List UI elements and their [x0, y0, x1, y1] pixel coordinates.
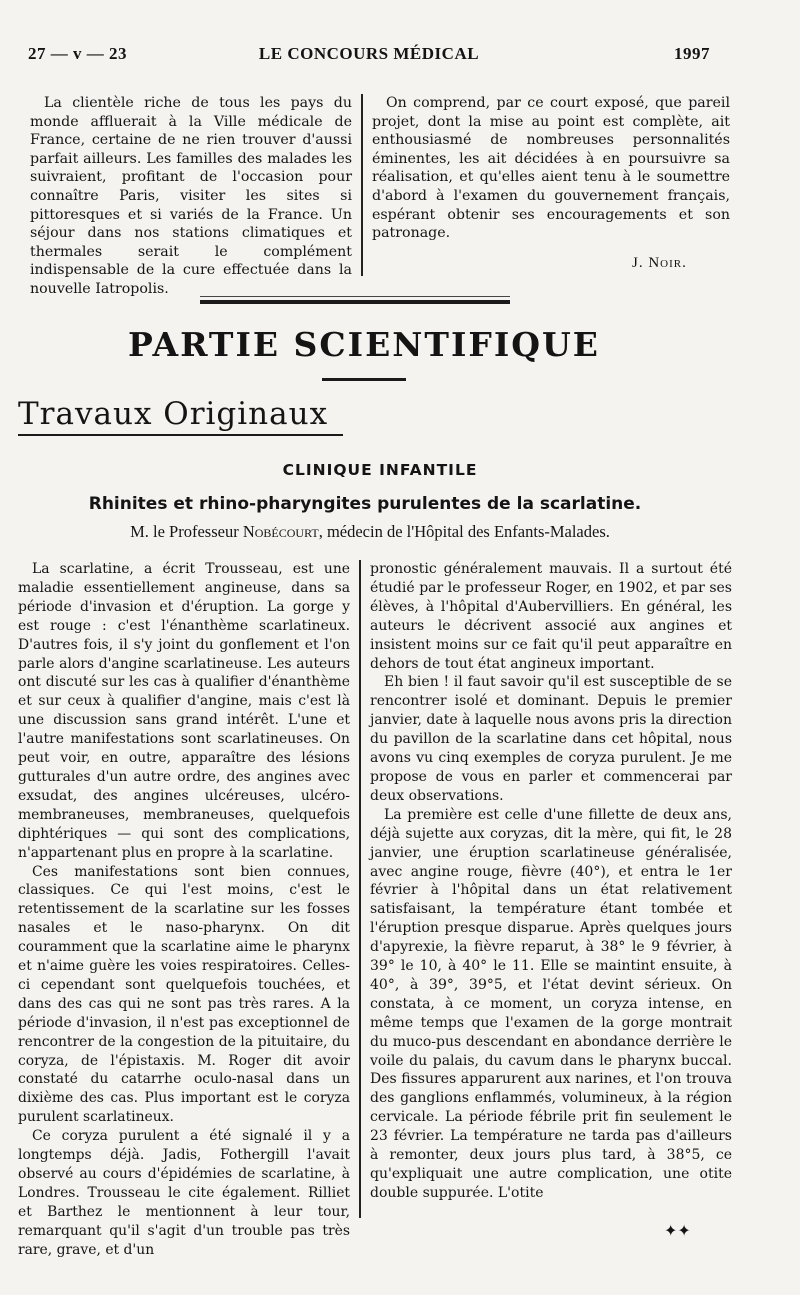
subsection-title: Travaux Originaux: [18, 396, 329, 432]
subsection-underline: [18, 434, 343, 436]
column-divider-article: [359, 560, 361, 1218]
article-title: Rhinites et rhino-pharyngites purulentes de la scarlatine.: [88, 494, 642, 514]
article-paragraph: La première est celle d'une fillette de deux ans, déjà sujette aux coryzas, dit la mère, qui fit, le 28 janvier, une éruption scarlatineuse généralisée, avec angine rouge, fièvre (40°), et entra le 1er février à l'hôpital dans un état relativement satisfaisant, la température étant tombée et l'éruption presque disparue. Après quelques jours d'apyrexie, la fièvre reparut, à 38° le 9 février, à 39° le 10, à 40° le 11. Elle se maintint ensuite, à 40°, à 39°, 39°5, et l'état devint sérieux. On constata, à ce moment, un coryza intense, en même temps que l'examen de la gorge montrait du muco-pus descendant en abondance derrière le voile du palais, du cavum dans le pharynx buccal. Des fissures apparurent aux narines, et l'on trouva des ganglions enflammés, volumineux, à la région cervicale. La période fébrile prit fin seulement le 23 février. La température ne tarda pas d'ailleurs à remonter, deux jours plus tard, à 38°5, ce qu'expliquait une autre complication, une otite double suppurée. L'otite: [370, 806, 732, 1201]
page-number: 1997: [674, 44, 710, 63]
article-paragraph: La scarlatine, a écrit Trousseau, est une maladie essentiellement angineuse, dans sa période d'invasion et d'éruption. La gorge y est rouge : c'est l'énanthème scarlatineux. D'autres fois, il s'y joint du gonflement et l'on parle alors d'angine scarlatineuse. Les auteurs ont discuté sur les cas à qualifier d'énanthème et sur ceux à qualifier d'angine, mais c'est là une discussion sans grand intérêt. L'une et l'autre manifestations sont scarlatineuses. On peut voir, en outre, apparaître des lésions gutturales d'un autre ordre, des angines avec exsudat, des angines ulcéreuses, ulcéro-membraneuses, membraneuses, quelquefois diphtériques — qui sont des complications, n'appartenant plus en propre à la scarlatine.: [18, 561, 350, 861]
section-rule-thin: [200, 296, 510, 297]
article-left-column: [18, 560, 350, 1260]
section-rule: [200, 300, 510, 304]
top-left-column: [30, 94, 352, 299]
article-paragraph: Ces manifestations sont bien connues, classiques. Ce qui l'est moins, c'est le retentissement de la scarlatine sur les fosses nasales et le naso-pharynx. On dit couramment que la scarlatine aime le pharynx et n'aime guère les voies respiratoires. Celles-ci cependant sont quelquefois touchées, et dans des cas qui ne sont pas très rares. A la période d'invasion, il n'est pas exceptionnel de rencontrer de la congestion de la pituitaire, du coryza, de l'épistaxis. M. Roger dit avoir constaté du catarrhe oculo-nasal dans un dixième des cas. Plus important est le coryza purulent scarlatineux.: [18, 863, 350, 1126]
author-name: Nobécourt,: [242, 522, 323, 541]
column-divider-top: [361, 94, 363, 276]
author-line: [0, 522, 740, 542]
article-right-column: [370, 560, 732, 1203]
author-prefix: M. le Professeur: [130, 522, 239, 541]
signature: J. Noir.: [632, 255, 687, 271]
author-affiliation: médecin de l'Hôpital des Enfants-Malades.: [326, 522, 610, 541]
rubric: CLINIQUE INFANTILE: [282, 461, 478, 479]
article-paragraph: Eh bien ! il faut savoir qu'il est susceptible de se rencontrer isolé et dominant. Depuis le premier janvier, date à laquelle nous avons pris la direction du pavillon de la scarlatine dans cet hôpital, nous avons vu cinq exemples de coryza purulent. Je me propose de vous en parler et commencerai par deux observations.: [370, 674, 732, 804]
top-left-paragraph: La clientèle riche de tous les pays du monde affluerait à la Ville médicale de France, certaine de ne rien trouver d'aussi parfait ailleurs. Les familles des malades les suivraient, profitant de l'occasion pour connaître Paris, visiter les sites si pittoresques et si variés de la France. Un séjour dans nos stations climatiques et thermales serait le complément indispensable de la cure effectuée dans la nouvelle Iatropolis.: [30, 95, 352, 297]
top-right-paragraph: On comprend, par ce court exposé, que pareil projet, dont la mise au point est complète, ait enthousiasmé de nombreuses personnalités éminentes, les ait décidées à en poursuivre sa réalisation, et qu'elles aient tenu à le soumettre d'abord à l'examen du gouvernement français, espérant obtenir ses encouragements et son patronage.: [372, 95, 730, 242]
section-title: PARTIE SCIENTIFIQUE: [128, 325, 600, 364]
section-title-underline: [322, 378, 406, 381]
top-right-column: [372, 94, 730, 243]
running-header: [28, 44, 710, 68]
continuation-ornament: ✦✦: [664, 1221, 691, 1240]
issue-date: 27 — v — 23: [28, 44, 127, 63]
article-paragraph: pronostic généralement mauvais. Il a surtout été étudié par le professeur Roger, en 1902, et par ses élèves, à l'hôpital d'Aubervilliers. En général, les auteurs le décrivent associé aux angines et insistent moins sur ce fait qu'il peut apparaître en dehors de tout état angineux important.: [370, 561, 732, 672]
journal-title: LE CONCOURS MÉDICAL: [258, 44, 480, 63]
article-paragraph: Ce coryza purulent a été signalé il y a longtemps déjà. Jadis, Fothergill l'avait observé au cours d'épidémies de scarlatine, à Londres. Trousseau le cite également. Rilliet et Barthez le mentionnent à leur tour, remarquant qu'il s'agit d'un trouble pas très rare, grave, et d'un: [18, 1128, 350, 1258]
